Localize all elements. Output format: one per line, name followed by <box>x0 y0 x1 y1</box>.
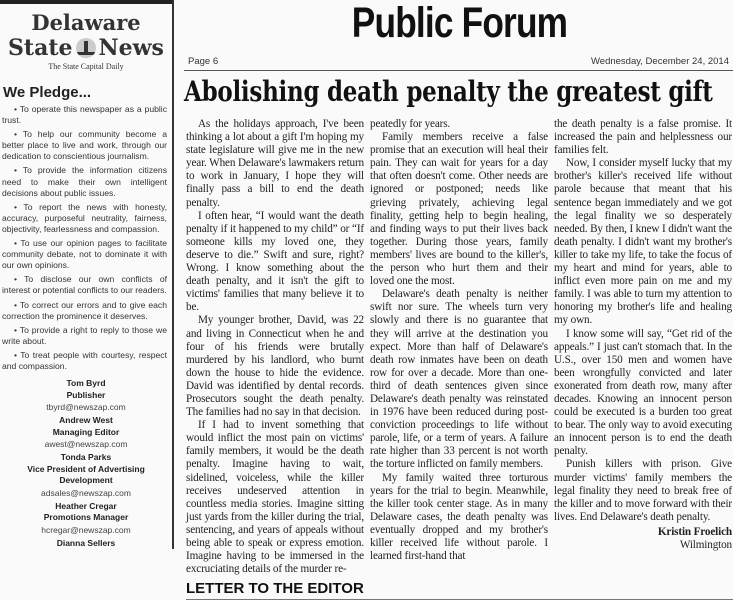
article-paragraph: My younger brother, David, was 22 and living in Connecticut when he and four of his friends were brutally murdered by his landlord, who burnt down the house to hide the evidence. David was identified by dental records. Prosecutors sought the death penalty. The families had no say in that decision. <box>186 314 364 419</box>
staff-name: Tom Byrd <box>66 378 106 389</box>
pledge-item: • To report the news with honesty, accuracy, purposeful neutrality, fairness, objectivity, fearlessness and compassion. <box>2 201 167 234</box>
pledge-item: • To operate this newspaper as a public trust. <box>2 104 167 126</box>
pledge-list <box>0 104 172 372</box>
pledge-item: • To use our opinion pages to facilitate community debate, not to dominate it with our own opinions. <box>2 238 167 271</box>
issue-date: Wednesday, December 24, 2014 <box>590 56 729 67</box>
pledge-item: • To treat people with courtesy, respect and compassion. <box>2 349 167 371</box>
divider <box>184 70 733 71</box>
article-columns <box>186 118 733 576</box>
masthead-line2 <box>0 37 172 59</box>
masthead <box>0 4 172 71</box>
pledge-item: • To provide the information citizens need to make their own intelligent decisions about public issues. <box>2 165 167 198</box>
staff-email: adsales@newszap.com <box>41 487 131 498</box>
pledge-item: • To provide a right to reply to those we write about. <box>2 324 167 346</box>
article-paragraph: Punish killers with prison. Give murder victims' family members the legal finality they need to break free of the killer and to move forward with their lives. End Delaware's death penalty. <box>554 458 732 523</box>
staff-email: tbyrd@newszap.com <box>46 402 126 413</box>
article-paragraph: My family waited three torturous years for the trial to begin. Meanwhile, the killer took center stage. As in many Delaware cases, the death penalty was eventually dropped and my brother's killer received life without parole. I learned first-hand that <box>370 471 548 563</box>
article-column-2 <box>370 118 548 563</box>
staff-title: Vice President of Advertising Development <box>27 463 145 486</box>
staff-email: awest@newszap.com <box>44 439 128 450</box>
page-number: Page 6 <box>188 56 219 67</box>
article-paragraph: Delaware's death penalty is neither swift nor sure. The wheels turn very slowly and there is no guarantee that they will arrive at the destination you expect. More than half of Delaware's death row inmates have been on death row for over a decade. More than one-third of death sentences given since Delaware's death penalty was reinstated in 1976 have been reduced during post-conviction proceedings to life without parole, life, or a term of years. A failure rate higher than 33 percent is not worth the torture inflicted on family members. <box>370 288 548 471</box>
article-paragraph: the death penalty is a false promise. It increased the pain and helplessness our families felt. <box>554 118 732 157</box>
staff-name: Andrew West <box>59 415 113 426</box>
author-name: Kristin Froelich <box>657 525 732 538</box>
article-column-3 <box>554 118 732 552</box>
letter-to-editor-label: LETTER TO THE EDITOR <box>186 580 364 598</box>
article-area <box>186 118 733 600</box>
staff-title: Promotions Manager <box>43 512 129 523</box>
article-column-1 <box>186 118 364 576</box>
masthead-news: News <box>98 35 164 61</box>
pledge-item: • To correct our errors and to give each correction the prominence it deserves. <box>2 299 167 321</box>
sidebar <box>0 0 174 549</box>
article-paragraph: I know some will say, “Get rid of the appeals.” I just can't stomach that. In the U.S., over 150 men and women have been wrongfully convicted and later exonerated from death row, many after decades. Knowing an innocent person could be executed is a burden too great to bear. The only way to avoid executing an innocent person is to end the death penalty. <box>554 327 732 458</box>
tagline: The State Capital Daily <box>48 62 124 71</box>
headline: Abolishing death penalty the greatest gift <box>184 75 713 108</box>
article-paragraph: Now, I consider myself lucky that my brother's killer's received life without parole because that meant that his sentence began immediately and we got the legal finality we so desperately needed. By then, I knew I didn't want the death penalty. I didn't want my brother's killer to take my life, to take the focus of my heart and mind for years, able to inflict even more pain on me and my family. I was able to turn my attention to honoring my brother's life and healing my own. <box>554 157 732 327</box>
article-column-3-body <box>554 118 732 524</box>
lighthouse-logo-icon <box>76 38 96 58</box>
section-title: Public Forum <box>351 0 568 47</box>
article-paragraph: As the holidays approach, I've been thinking a lot about a gift I'm hoping my state legislature will give me in the new year. When Delaware's lawmakers return to work in January, I hope they will finally pass a bill to end the death penalty. <box>186 118 364 209</box>
masthead-line1: Delaware <box>31 10 141 35</box>
pledge-item: • To disclose our own conflicts of interest or potential conflicts to our readers. <box>2 274 167 296</box>
article-paragraph: Family members receive a false promise that an execution will heal their pain. They can wait for years for a day that often doesn't come. Other needs are ignored or postponed; needs like grieving privately, achieving legal finality, getting help to begin healing, and finding ways to put their lives back together. During those years, family members' lives are bound to the killer's, the person who hurt them and their loved one the most. <box>370 131 548 288</box>
article-paragraph: peatedly for years. <box>370 118 451 130</box>
pledge-title: We Pledge... <box>3 84 92 101</box>
author-city: Wilmington <box>679 539 732 551</box>
staff-name: Dianna Sellers <box>56 537 116 548</box>
staff-list <box>0 378 172 549</box>
staff-email: hcregar@newszap.com <box>41 524 131 535</box>
staff-title: Managing Editor <box>52 426 120 437</box>
article-paragraph: If I had to invent something that would inflict the most pain on victims' family members, it would be the death penalty. Imagine having to wait, sidelined, voiceless, while the killer receives undeserved attention in countless media stories. Imagine sitting just yards from the killer during the trial, sentencing, and years of appeals without being able to speak or express emotion. Imagine having to be immersed in the excruciating details of the murder re- <box>186 419 364 576</box>
article-paragraph: I often hear, “I would want the death penalty if it happened to my child” or “If someone kills my loved one, they deserve to die.” Swift and sure, right? Wrong. I know something about the death penalty, and it isn't the gift to victims' families that many believe it to be. <box>186 209 364 314</box>
pledge-item: • To help our community become a better place to live and work, through our dedication to conscientious journalism. <box>2 129 167 162</box>
staff-name: Heather Cregar <box>55 500 117 511</box>
staff-name: Tonda Parks <box>60 452 112 463</box>
staff-title: Publisher <box>66 389 106 400</box>
masthead-state: State <box>8 35 73 61</box>
